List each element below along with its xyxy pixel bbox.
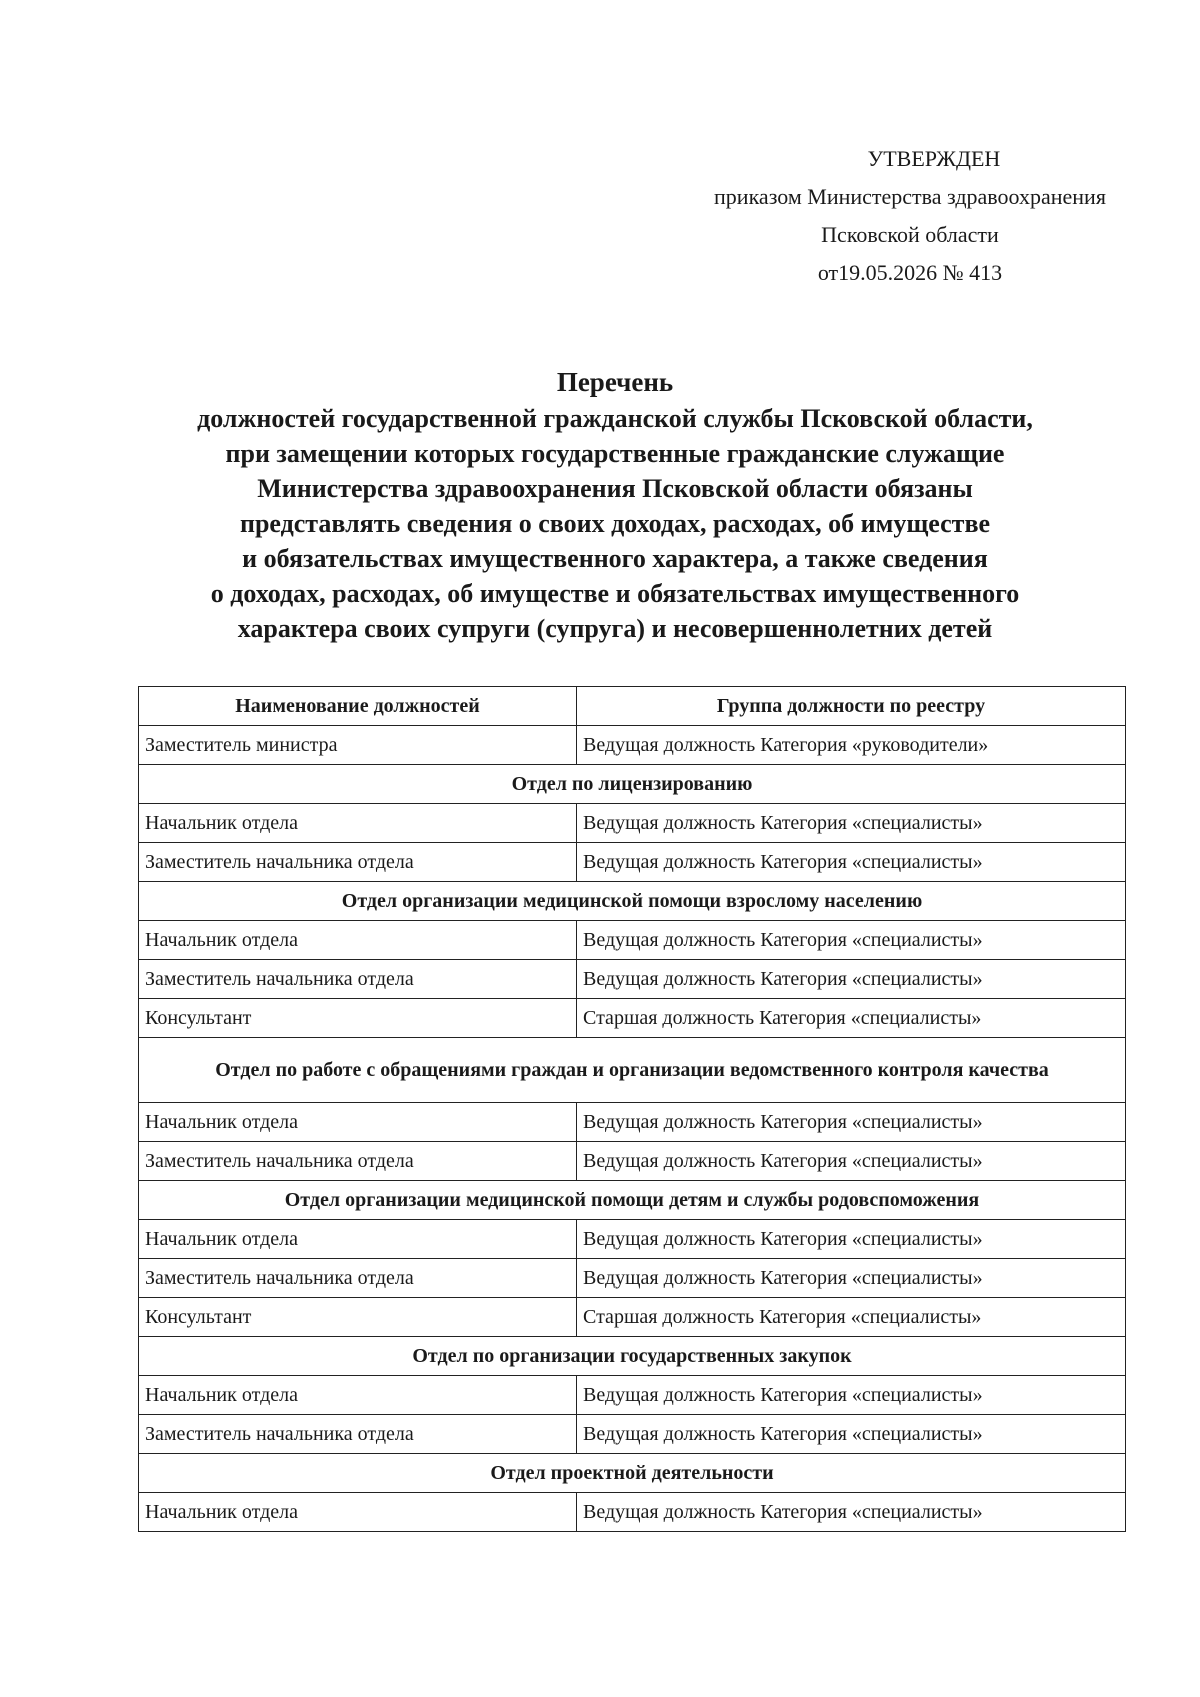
title-line: Министерства здравоохранения Псковской области обязаны xyxy=(257,474,973,503)
table-row xyxy=(139,843,1126,882)
position-name-cell: Заместитель начальника отдела xyxy=(139,1415,577,1454)
position-name-cell: Заместитель министра xyxy=(139,726,577,765)
document-title xyxy=(110,365,1120,646)
position-name-cell: Начальник отдела xyxy=(139,1493,577,1532)
department-row xyxy=(139,1038,1126,1103)
department-row xyxy=(139,1337,1126,1376)
table-row xyxy=(139,1259,1126,1298)
department-title: Отдел по работе с обращениями граждан и организации ведомственного контроля качества xyxy=(139,1038,1126,1103)
table-row xyxy=(139,726,1126,765)
department-title: Отдел по лицензированию xyxy=(139,765,1126,804)
approval-date-number: от19.05.2026 № 413 xyxy=(817,260,1003,285)
approval-label: УТВЕРЖДЕН xyxy=(867,146,1001,171)
position-name-cell: Заместитель начальника отдела xyxy=(139,843,577,882)
table-row xyxy=(139,1493,1126,1532)
position-group-cell: Ведущая должность Категория «специалисты» xyxy=(577,1493,1126,1532)
table-row xyxy=(139,1298,1126,1337)
position-name-cell: Заместитель начальника отдела xyxy=(139,960,577,999)
department-title: Отдел организации медицинской помощи взрослому населению xyxy=(139,882,1126,921)
table-row xyxy=(139,960,1126,999)
position-group-cell: Ведущая должность Категория «специалисты» xyxy=(577,1220,1126,1259)
position-name-cell: Консультант xyxy=(139,999,577,1038)
position-group-cell: Ведущая должность Категория «специалисты» xyxy=(577,1142,1126,1181)
title-line: характера своих супруги (супруга) и несовершеннолетних детей xyxy=(237,614,993,643)
position-name-cell: Начальник отдела xyxy=(139,1103,577,1142)
table-body xyxy=(139,726,1126,1532)
table-row xyxy=(139,1376,1126,1415)
position-group-cell: Ведущая должность Категория «руководители» xyxy=(577,726,1126,765)
department-title: Отдел по организации государственных закупок xyxy=(139,1337,1126,1376)
position-name-cell: Начальник отдела xyxy=(139,1220,577,1259)
position-group-cell: Старшая должность Категория «специалисты» xyxy=(577,999,1126,1038)
column-header-position: Наименование должностей xyxy=(139,687,577,726)
title-line: при замещении которых государственные гражданские служащие xyxy=(225,439,1005,468)
position-group-cell: Ведущая должность Категория «специалисты» xyxy=(577,1376,1126,1415)
table-row xyxy=(139,1103,1126,1142)
position-name-cell: Начальник отдела xyxy=(139,804,577,843)
department-row xyxy=(139,1454,1126,1493)
department-title: Отдел проектной деятельности xyxy=(139,1454,1126,1493)
position-name-cell: Начальник отдела xyxy=(139,921,577,960)
table-header-row xyxy=(139,687,1126,726)
position-group-cell: Ведущая должность Категория «специалисты» xyxy=(577,1415,1126,1454)
position-group-cell: Ведущая должность Категория «специалисты» xyxy=(577,843,1126,882)
table-row xyxy=(139,1142,1126,1181)
approval-stamp xyxy=(690,140,1130,292)
document-heading: Перечень xyxy=(556,367,674,397)
table-row xyxy=(139,1415,1126,1454)
department-row xyxy=(139,882,1126,921)
position-name-cell: Начальник отдела xyxy=(139,1376,577,1415)
title-line: о доходах, расходах, об имуществе и обязательствах имущественного xyxy=(210,579,1020,608)
table-row xyxy=(139,804,1126,843)
position-name-cell: Заместитель начальника отдела xyxy=(139,1259,577,1298)
position-group-cell: Ведущая должность Категория «специалисты» xyxy=(577,1103,1126,1142)
approval-region-line: Псковской области xyxy=(821,222,999,247)
department-row xyxy=(139,765,1126,804)
department-row xyxy=(139,1181,1126,1220)
title-line: и обязательствах имущественного характера, а также сведения xyxy=(242,544,988,573)
table-row xyxy=(139,999,1126,1038)
positions-table xyxy=(138,686,1126,1532)
position-group-cell: Ведущая должность Категория «специалисты» xyxy=(577,1259,1126,1298)
position-name-cell: Консультант xyxy=(139,1298,577,1337)
position-group-cell: Старшая должность Категория «специалисты» xyxy=(577,1298,1126,1337)
column-header-group: Группа должности по реестру xyxy=(577,687,1126,726)
position-group-cell: Ведущая должность Категория «специалисты» xyxy=(577,804,1126,843)
table-row xyxy=(139,1220,1126,1259)
table-row xyxy=(139,921,1126,960)
department-title: Отдел организации медицинской помощи детям и службы родовспоможения xyxy=(139,1181,1126,1220)
position-group-cell: Ведущая должность Категория «специалисты» xyxy=(577,960,1126,999)
position-group-cell: Ведущая должность Категория «специалисты» xyxy=(577,921,1126,960)
position-name-cell: Заместитель начальника отдела xyxy=(139,1142,577,1181)
approval-order-line: приказом Министерства здравоохранения xyxy=(714,184,1106,209)
title-line: должностей государственной гражданской службы Псковской области, xyxy=(197,404,1033,433)
title-line: представлять сведения о своих доходах, расходах, об имуществе xyxy=(239,509,991,538)
